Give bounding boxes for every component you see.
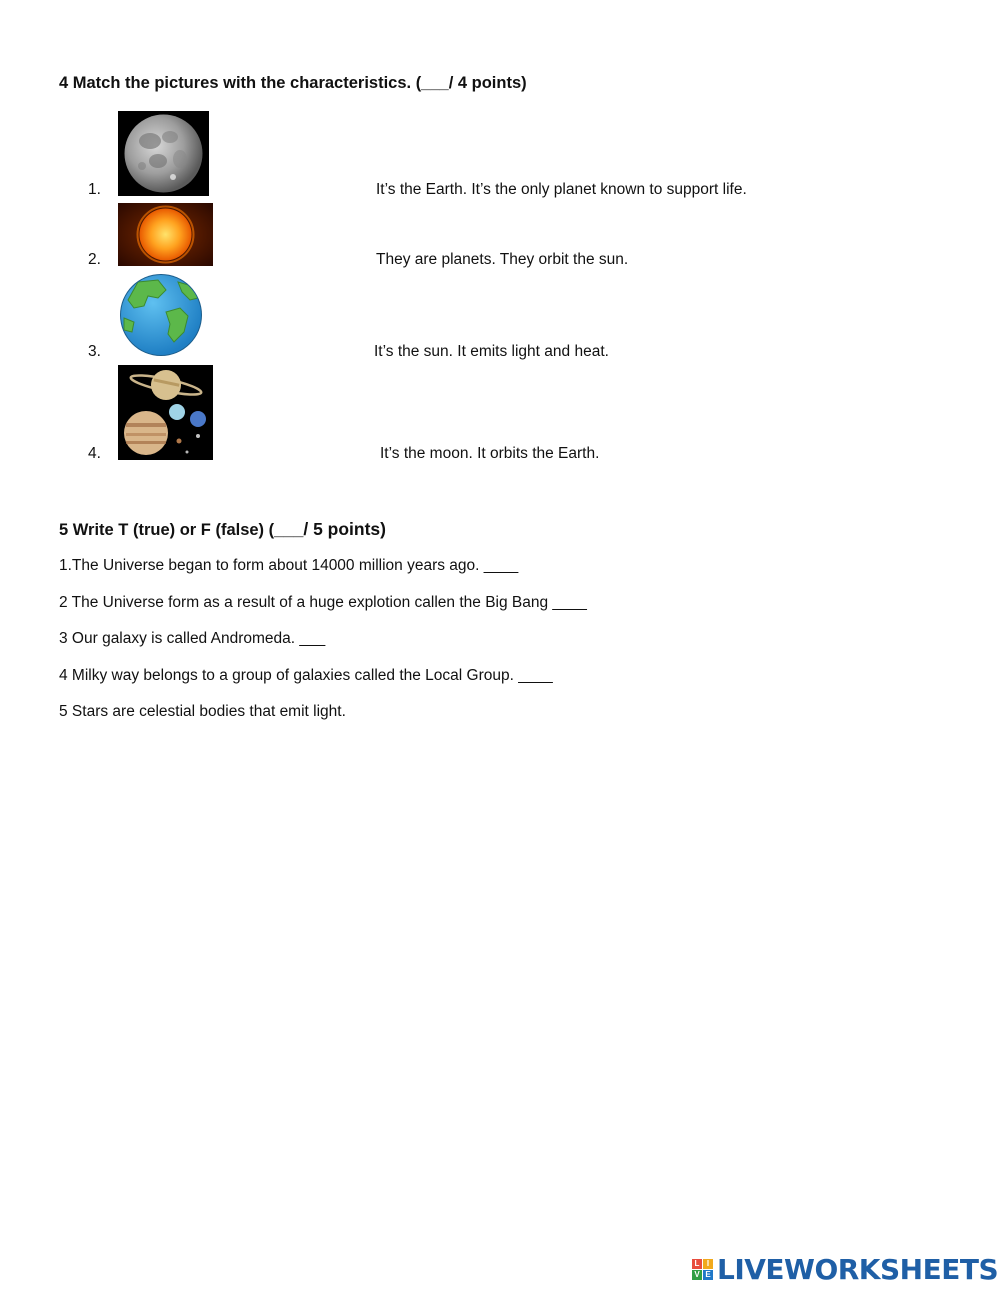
item-number: 3. [88,343,101,360]
true-false-statement: 3 Our galaxy is called Andromeda. ___ [59,630,326,647]
logo-letter: V [692,1270,702,1280]
sun-image[interactable] [118,203,213,266]
section-4-heading: 4 Match the pictures with the characteristics. (___/ 4 points) [59,74,527,92]
earth-image[interactable] [118,272,204,358]
match-description: It’s the sun. It emits light and heat. [374,343,609,360]
match-description: It’s the Earth. It’s the only planet known to support life. [376,181,747,198]
item-number: 2. [88,251,101,268]
match-description: It’s the moon. It orbits the Earth. [380,445,600,462]
logo-letter: L [692,1259,702,1269]
moon-image[interactable] [118,111,209,196]
logo-letter: E [703,1270,713,1280]
true-false-statement: 4 Milky way belongs to a group of galaxies called the Local Group. ____ [59,667,553,684]
true-false-statement: 1.The Universe began to form about 14000 million years ago. ____ [59,557,519,574]
planets-image[interactable] [118,365,213,460]
item-number: 1. [88,181,101,198]
logo-icon [692,1259,713,1280]
section-5-heading-score: ___/ 5 points) [274,519,386,539]
liveworksheets-logo [692,1253,998,1285]
logo-text: LIVEWORKSHEETS [717,1252,999,1286]
section-5-heading-main: 5 Write T (true) or F (false) ( [59,521,275,539]
match-description: They are planets. They orbit the sun. [376,251,629,268]
section-5-heading [59,519,386,540]
true-false-statement: 5 Stars are celestial bodies that emit light. [59,703,346,720]
item-number: 4. [88,445,101,462]
true-false-statement: 2 The Universe form as a result of a huge explotion callen the Big Bang ____ [59,594,587,611]
logo-letter: I [703,1259,713,1269]
